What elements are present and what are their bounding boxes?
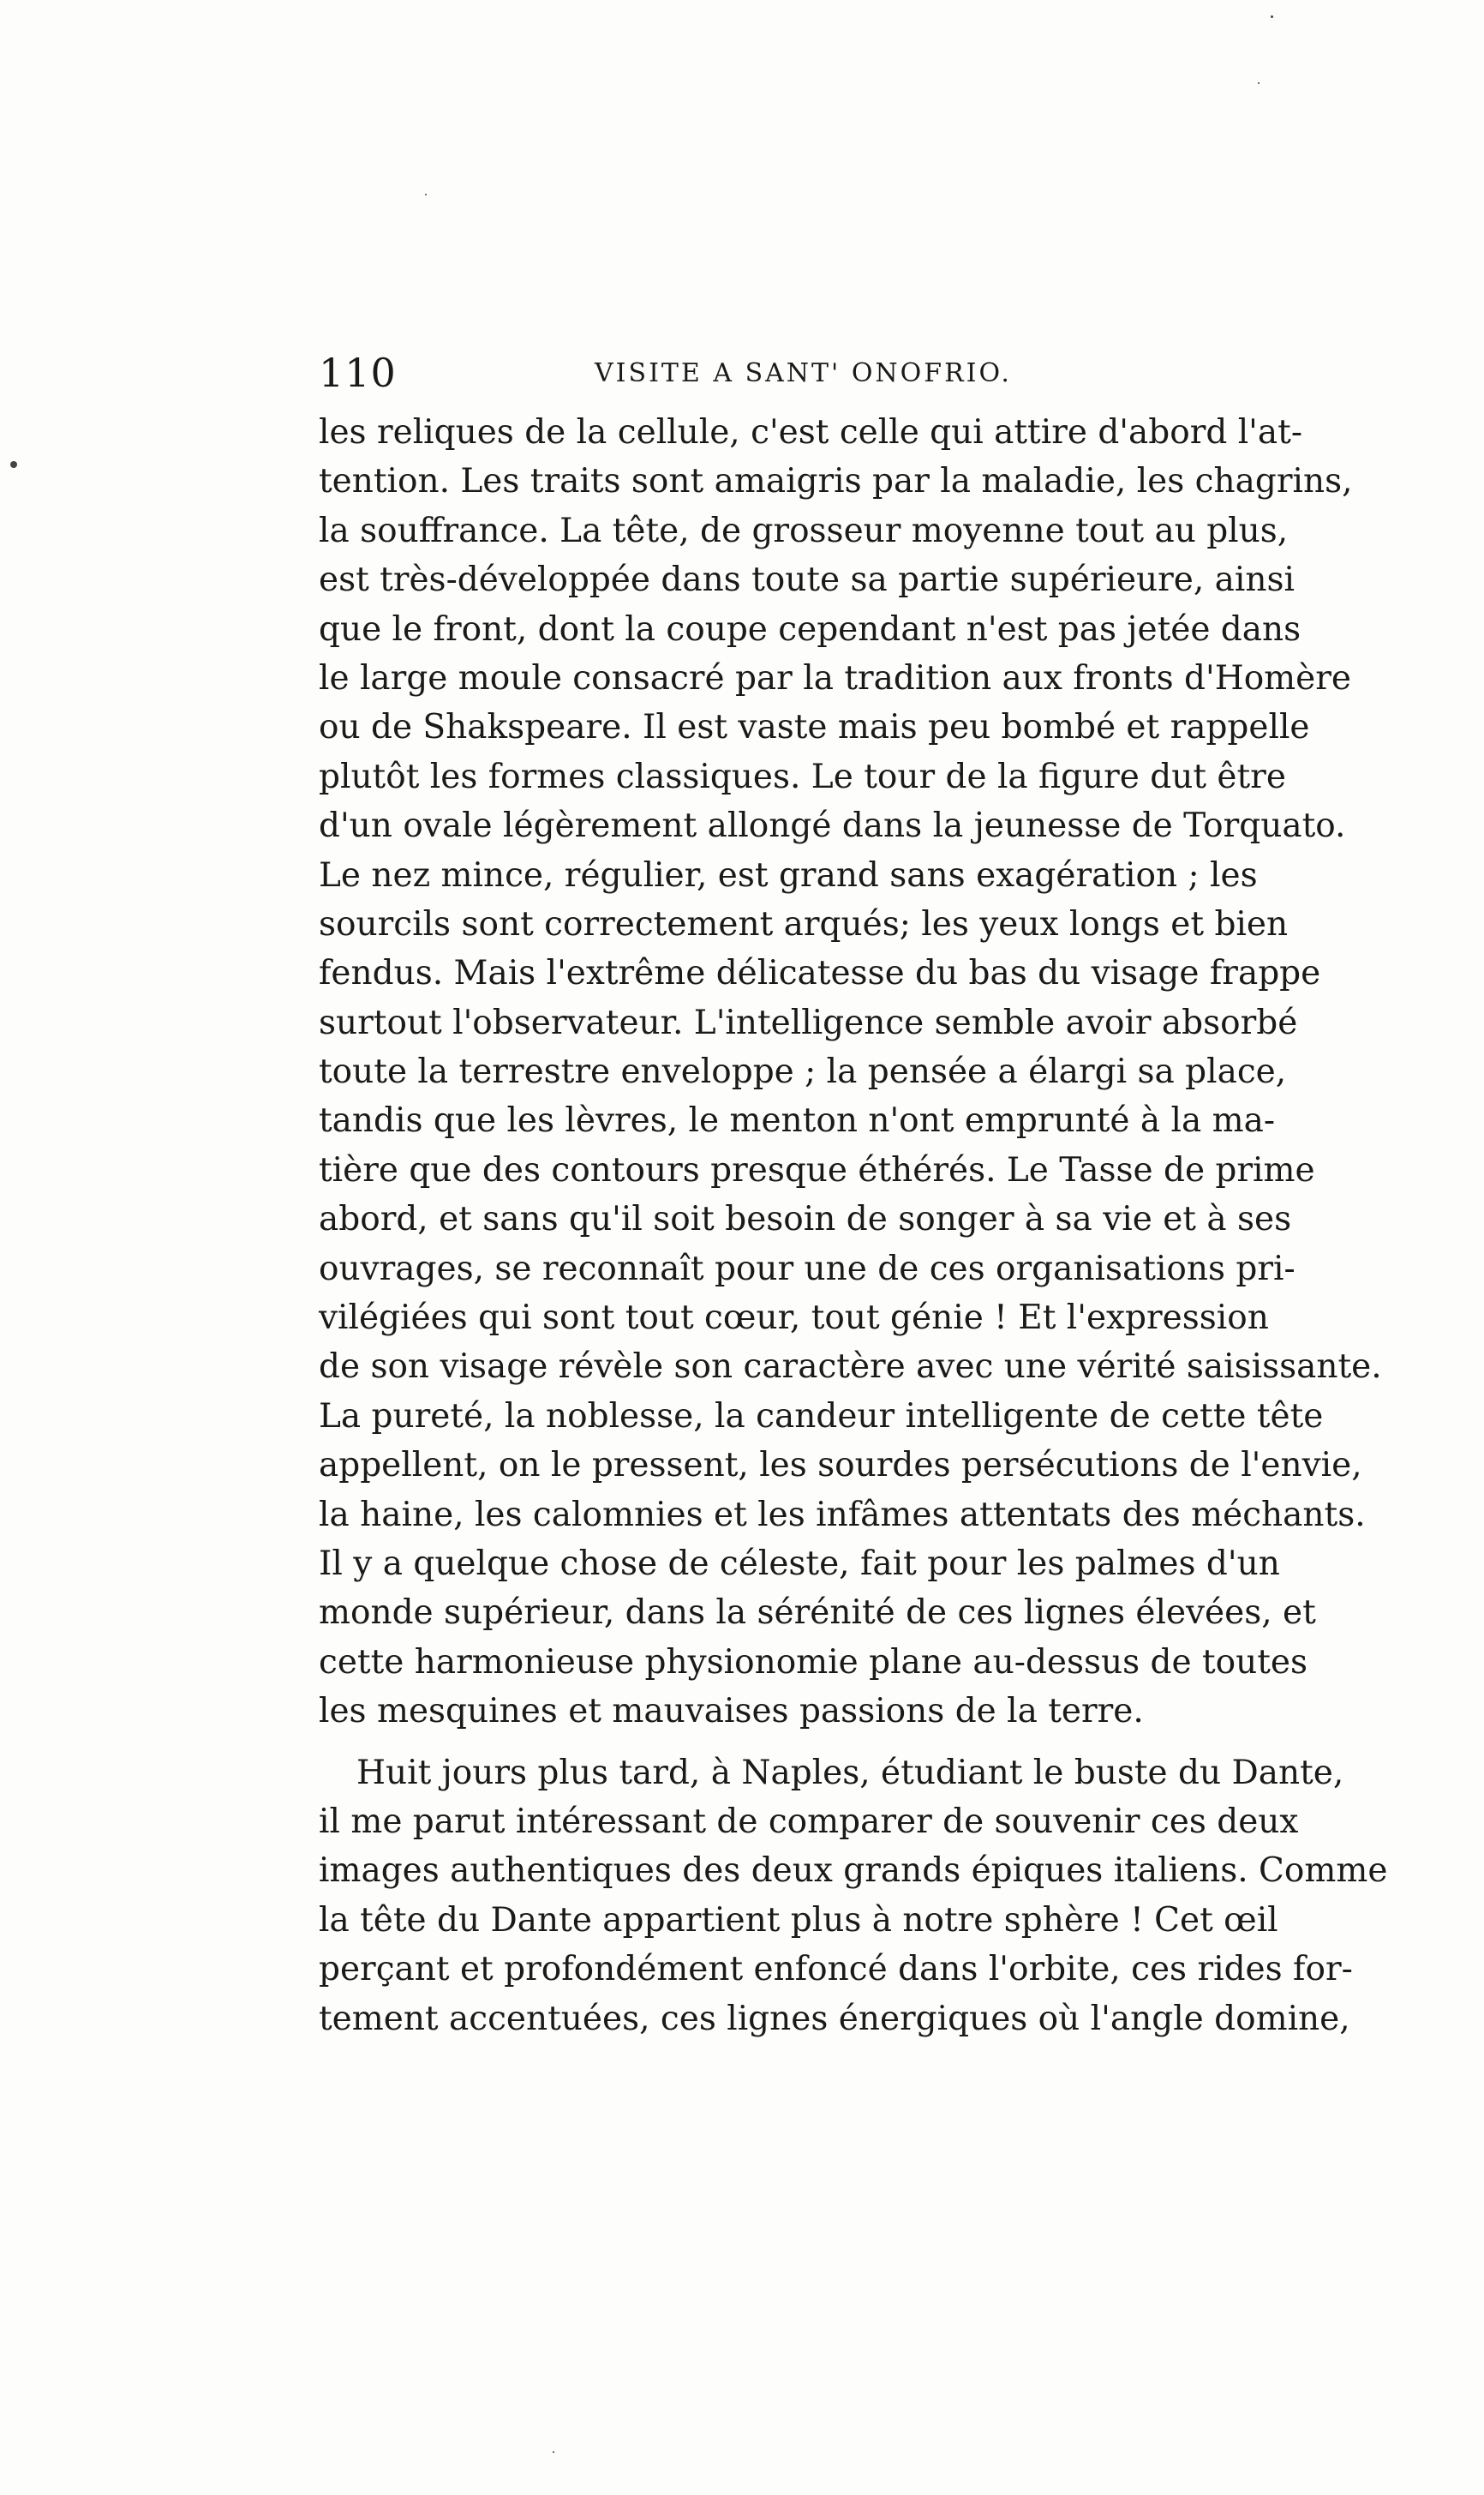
- text-line: toute la terrestre enveloppe ; la pensée a élargi sa place,: [319, 1053, 1287, 1092]
- text-line: il me parut intéressant de comparer de souvenir ces deux: [319, 1802, 1299, 1841]
- text-line: le large moule consacré par la tradition aux fronts d'Homère: [319, 658, 1351, 698]
- text-line: cette harmonieuse physionomie plane au-dessus de toutes: [319, 1642, 1308, 1682]
- text-line: perçant et profondément enfoncé dans l'orbite, ces rides for-: [319, 1950, 1353, 1989]
- text-line: sourcils sont correctement arqués; les yeux longs et bien: [319, 904, 1289, 944]
- text-line: abord, et sans qu'il soit besoin de songer à sa vie et à ses: [319, 1200, 1292, 1239]
- text-line: les mesquines et mauvaises passions de la terre.: [319, 1692, 1144, 1731]
- text-line: tention. Les traits sont amaigris par la maladie, les chagrins,: [319, 462, 1353, 501]
- text-line: Il y a quelque chose de céleste, fait pour les palmes d'un: [319, 1544, 1280, 1583]
- paragraph: [319, 1748, 1388, 2043]
- text-line: les reliques de la cellule, c'est celle qui attire d'abord l'at-: [319, 413, 1303, 452]
- text-line: d'un ovale légèrement allongé dans la jeunesse de Torquato.: [319, 807, 1346, 846]
- text-line: de son visage révèle son caractère avec une vérité saisissante.: [319, 1347, 1382, 1387]
- ink-speck: [1271, 15, 1273, 18]
- text-line: tière que des contours presque éthérés. Le Tasse de prime: [319, 1150, 1315, 1190]
- paragraph-gap: [319, 1736, 1229, 1748]
- text-line: tandis que les lèvres, le menton n'ont emprunté à la ma-: [319, 1101, 1276, 1141]
- ink-speck: [1258, 82, 1260, 84]
- text-line: ou de Shakspeare. Il est vaste mais peu bombé et rappelle: [319, 708, 1310, 747]
- text-line: la souffrance. La tête, de grosseur moyenne tout au plus,: [319, 511, 1289, 550]
- ink-speck: [10, 461, 17, 468]
- ink-speck: [553, 2451, 554, 2453]
- text-line: surtout l'observateur. L'intelligence semble avoir absorbé: [319, 1003, 1298, 1042]
- text-line: plutôt les formes classiques. Le tour de la figure dut être: [319, 757, 1286, 796]
- text-line: fendus. Mais l'extrême délicatesse du bas du visage frappe: [319, 954, 1321, 993]
- text-line: la haine, les calomnies et les infâmes attentats des méchants.: [319, 1495, 1366, 1534]
- text-line: appellent, on le pressent, les sourdes persécutions de l'envie,: [319, 1446, 1362, 1485]
- text-line: La pureté, la noblesse, la candeur intelligente de cette tête: [319, 1396, 1324, 1436]
- text-line: la tête du Dante appartient plus à notre sphère ! Cet œil: [319, 1900, 1278, 1940]
- text-line: ouvrages, se reconnaît pour une de ces organisations pri-: [319, 1249, 1296, 1288]
- running-head: VISITE A SANT' ONOFRIO.: [595, 358, 1012, 388]
- body-text: [319, 408, 1388, 2043]
- text-line: est très-développée dans toute sa partie supérieure, ainsi: [319, 561, 1295, 600]
- paragraph: [319, 408, 1382, 1736]
- page-number: 110: [319, 350, 397, 396]
- text-line: que le front, dont la coupe cependant n'est pas jetée dans: [319, 609, 1301, 649]
- text-line: tement accentuées, ces lignes énergiques où l'angle domine,: [319, 1999, 1350, 2038]
- ink-speck: [425, 194, 427, 195]
- text-line: monde supérieur, dans la sérénité de ces lignes élevées, et: [319, 1593, 1316, 1633]
- text-line: images authentiques des deux grands épiques italiens. Comme: [319, 1851, 1388, 1891]
- page-header: [319, 347, 1229, 399]
- text-line: Le nez mince, régulier, est grand sans exagération ; les: [319, 855, 1258, 895]
- text-line: Huit jours plus tard, à Naples, étudiant le buste du Dante,: [356, 1753, 1344, 1792]
- text-line: vilégiées qui sont tout cœur, tout génie ! Et l'expression: [319, 1298, 1269, 1338]
